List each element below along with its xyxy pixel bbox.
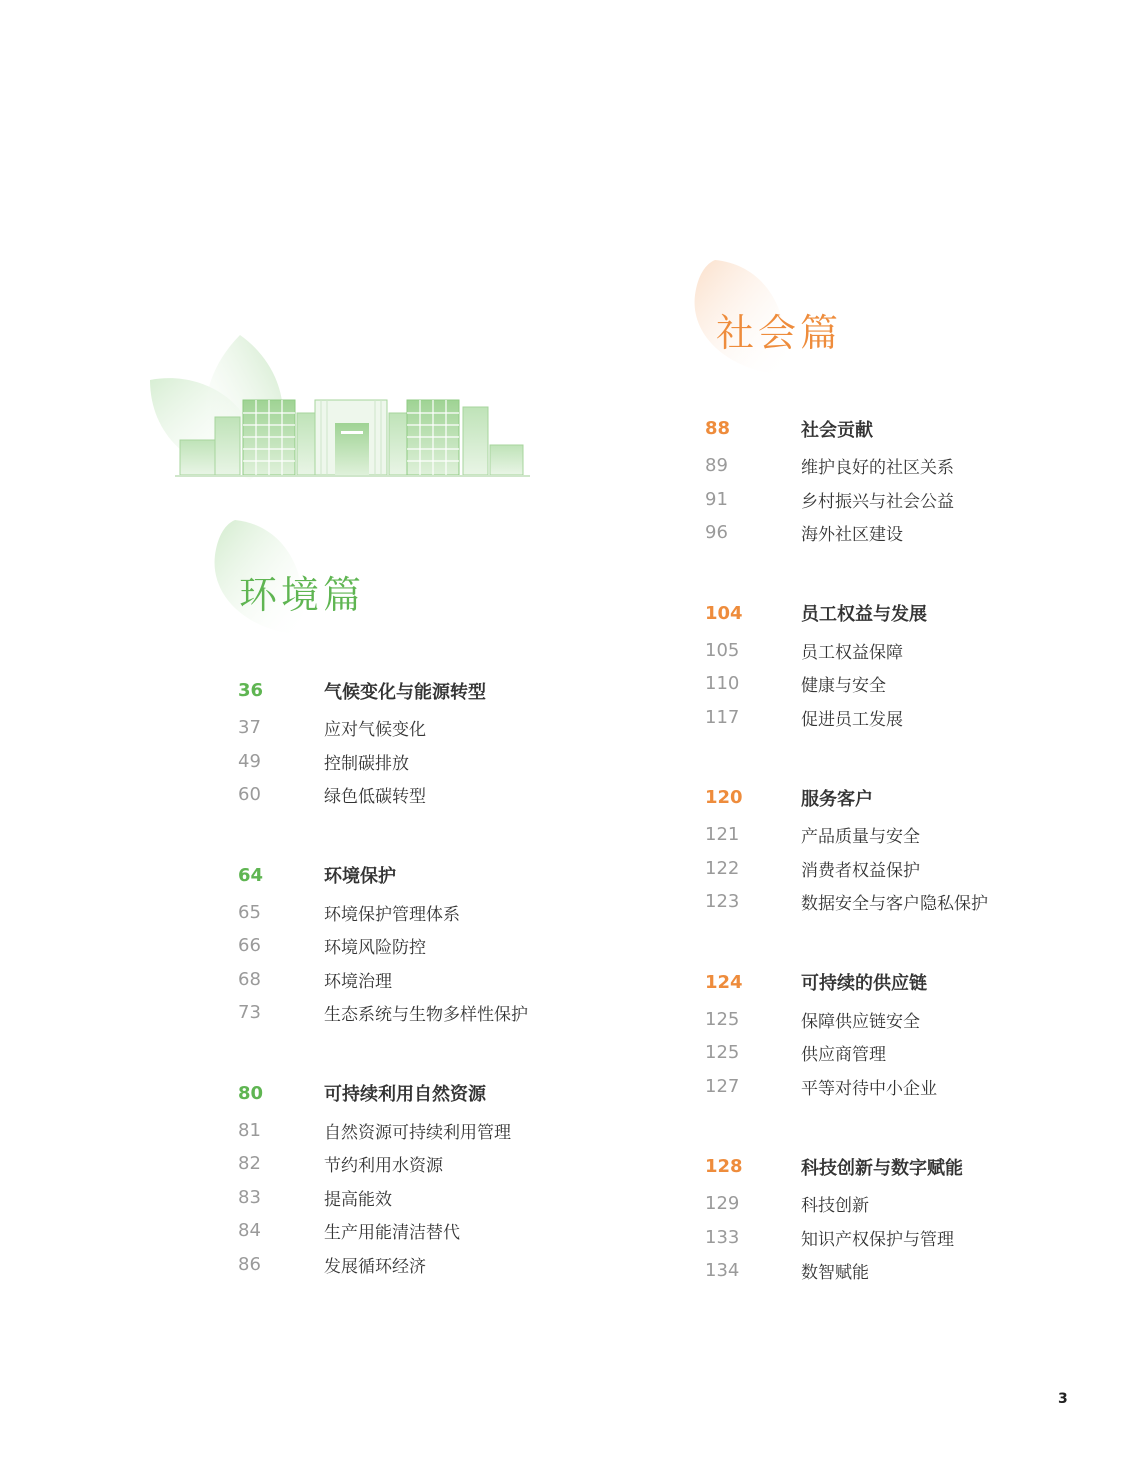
toc-chapter-row[interactable] bbox=[705, 597, 988, 630]
toc-entry-page: 127 bbox=[705, 1075, 740, 1097]
toc-group bbox=[705, 966, 988, 1104]
toc-entry-label: 绿色低碳转型 bbox=[324, 787, 426, 808]
toc-entry-page: 66 bbox=[238, 935, 261, 957]
toc-entry-row[interactable] bbox=[238, 778, 528, 812]
toc-entry-page: 110 bbox=[705, 673, 740, 695]
toc-entry-row[interactable] bbox=[705, 516, 988, 550]
toc-entry-row[interactable] bbox=[705, 885, 988, 919]
toc-chapter-row[interactable] bbox=[705, 966, 988, 999]
building-illustration-icon bbox=[175, 395, 530, 480]
toc-entry-page: 68 bbox=[238, 968, 261, 990]
toc-group bbox=[705, 597, 988, 735]
toc-entry-page: 73 bbox=[238, 1002, 261, 1024]
toc-entry-label: 平等对待中小企业 bbox=[801, 1078, 937, 1099]
toc-chapter-page: 80 bbox=[238, 1082, 264, 1104]
toc-entry-label: 自然资源可持续利用管理 bbox=[324, 1122, 511, 1143]
toc-group bbox=[238, 1077, 528, 1282]
toc-entry-row[interactable] bbox=[705, 1187, 988, 1221]
toc-entry-row[interactable] bbox=[238, 1147, 528, 1181]
toc-entry-label: 控制碳排放 bbox=[324, 753, 409, 774]
toc-chapter-page: 104 bbox=[705, 602, 743, 624]
toc-chapter-title: 可持续利用自然资源 bbox=[324, 1084, 486, 1105]
toc-chapter-page: 36 bbox=[238, 680, 264, 701]
toc-chapter-page: 88 bbox=[705, 418, 731, 439]
toc-entry-row[interactable] bbox=[705, 1070, 988, 1104]
toc-chapter-row[interactable] bbox=[705, 1150, 988, 1183]
toc-chapter-row[interactable] bbox=[705, 412, 988, 445]
toc-entry-label: 消费者权益保护 bbox=[801, 860, 920, 881]
toc-group bbox=[238, 859, 528, 1030]
toc-entry-row[interactable] bbox=[238, 996, 528, 1030]
toc-chapter-title: 服务客户 bbox=[801, 788, 873, 810]
toc-group bbox=[705, 412, 988, 550]
toc-entry-page: 65 bbox=[238, 901, 261, 923]
toc-entry-row[interactable] bbox=[705, 701, 988, 735]
toc-entry-label: 科技创新 bbox=[801, 1196, 869, 1217]
toc-entry-row[interactable] bbox=[705, 1254, 988, 1288]
toc-entry-page: 86 bbox=[238, 1253, 261, 1275]
toc-chapter-title: 气候变化与能源转型 bbox=[324, 681, 486, 703]
social-section-title: 社会篇 bbox=[716, 311, 843, 355]
toc-chapter-title: 员工权益与发展 bbox=[801, 604, 927, 625]
toc-entry-label: 提高能效 bbox=[324, 1189, 392, 1210]
toc-entry-row[interactable] bbox=[705, 1003, 988, 1037]
toc-entry-row[interactable] bbox=[238, 896, 528, 930]
toc-entry-page: 117 bbox=[705, 706, 740, 728]
toc-entry-page: 84 bbox=[238, 1220, 261, 1242]
toc-entry-row[interactable] bbox=[238, 745, 528, 779]
env-toc bbox=[238, 674, 528, 1328]
toc-entry-page: 83 bbox=[238, 1186, 261, 1208]
toc-entry-page: 89 bbox=[705, 455, 728, 477]
toc-chapter-title: 环境保护 bbox=[324, 866, 396, 887]
toc-entry-page: 122 bbox=[705, 857, 740, 879]
toc-entry-row[interactable] bbox=[705, 1036, 988, 1070]
toc-chapter-row[interactable] bbox=[238, 674, 528, 707]
toc-group bbox=[705, 781, 988, 919]
toc-entry-page: 125 bbox=[705, 1008, 740, 1030]
toc-entry-label: 维护良好的社区关系 bbox=[801, 458, 954, 479]
env-section-title: 环境篇 bbox=[239, 573, 366, 617]
toc-entry-label: 健康与安全 bbox=[801, 676, 886, 697]
toc-entry-label: 保障供应链安全 bbox=[801, 1011, 920, 1032]
toc-entry-page: 105 bbox=[705, 639, 740, 661]
toc-chapter-row[interactable] bbox=[238, 1077, 528, 1110]
toc-chapter-page: 120 bbox=[705, 787, 743, 808]
toc-entry-row[interactable] bbox=[705, 667, 988, 701]
toc-entry-page: 121 bbox=[705, 824, 740, 846]
toc-entry-row[interactable] bbox=[238, 711, 528, 745]
toc-entry-page: 81 bbox=[238, 1119, 261, 1141]
toc-entry-row[interactable] bbox=[705, 449, 988, 483]
toc-group bbox=[705, 1150, 988, 1288]
toc-entry-page: 37 bbox=[238, 717, 261, 739]
toc-entry-row[interactable] bbox=[238, 1181, 528, 1215]
toc-entry-row[interactable] bbox=[705, 818, 988, 852]
toc-entry-page: 49 bbox=[238, 750, 261, 772]
toc-entry-label: 生产用能清洁替代 bbox=[324, 1223, 460, 1244]
toc-chapter-row[interactable] bbox=[238, 859, 528, 892]
toc-entry-label: 数智赋能 bbox=[801, 1263, 869, 1284]
toc-entry-label: 环境风险防控 bbox=[324, 938, 426, 959]
toc-entry-label: 环境保护管理体系 bbox=[324, 904, 460, 925]
toc-entry-row[interactable] bbox=[705, 852, 988, 886]
toc-group bbox=[238, 674, 528, 812]
toc-entry-row[interactable] bbox=[238, 929, 528, 963]
page-number: 3 bbox=[1058, 1391, 1068, 1407]
toc-chapter-title: 科技创新与数字赋能 bbox=[801, 1157, 963, 1179]
toc-entry-row[interactable] bbox=[238, 1114, 528, 1148]
toc-entry-label: 数据安全与客户隐私保护 bbox=[801, 894, 988, 915]
toc-entry-label: 节约利用水资源 bbox=[324, 1156, 443, 1177]
toc-entry-row[interactable] bbox=[705, 1221, 988, 1255]
toc-entry-row[interactable] bbox=[238, 963, 528, 997]
toc-entry-label: 知识产权保护与管理 bbox=[801, 1229, 954, 1250]
social-toc bbox=[705, 412, 988, 1335]
toc-entry-label: 生态系统与生物多样性保护 bbox=[324, 1005, 528, 1026]
toc-chapter-title: 社会贡献 bbox=[801, 419, 873, 441]
toc-entry-row[interactable] bbox=[238, 1248, 528, 1282]
toc-chapter-page: 128 bbox=[705, 1156, 743, 1177]
toc-entry-label: 促进员工发展 bbox=[801, 709, 903, 730]
toc-entry-page: 129 bbox=[705, 1193, 740, 1215]
toc-entry-page: 125 bbox=[705, 1042, 740, 1064]
toc-entry-label: 乡村振兴与社会公益 bbox=[801, 491, 954, 512]
toc-chapter-row[interactable] bbox=[705, 781, 988, 814]
toc-entry-label: 产品质量与安全 bbox=[801, 827, 920, 848]
toc-entry-row[interactable] bbox=[705, 483, 988, 517]
toc-entry-label: 海外社区建设 bbox=[801, 525, 903, 546]
toc-entry-page: 133 bbox=[705, 1226, 740, 1248]
toc-entry-label: 应对气候变化 bbox=[324, 720, 426, 741]
toc-entry-label: 员工权益保障 bbox=[801, 642, 903, 663]
toc-entry-page: 60 bbox=[238, 784, 261, 806]
toc-chapter-page: 64 bbox=[238, 864, 264, 886]
toc-entry-page: 96 bbox=[705, 522, 728, 544]
toc-entry-row[interactable] bbox=[238, 1214, 528, 1248]
toc-entry-page: 82 bbox=[238, 1153, 261, 1175]
toc-entry-page: 91 bbox=[705, 488, 728, 510]
toc-chapter-title: 可持续的供应链 bbox=[801, 973, 927, 994]
toc-entry-label: 环境治理 bbox=[324, 971, 392, 992]
toc-entry-row[interactable] bbox=[705, 634, 988, 668]
toc-entry-label: 供应商管理 bbox=[801, 1045, 886, 1066]
toc-chapter-page: 124 bbox=[705, 971, 743, 993]
toc-entry-page: 134 bbox=[705, 1260, 740, 1282]
toc-entry-label: 发展循环经济 bbox=[324, 1256, 426, 1277]
toc-entry-page: 123 bbox=[705, 891, 740, 913]
